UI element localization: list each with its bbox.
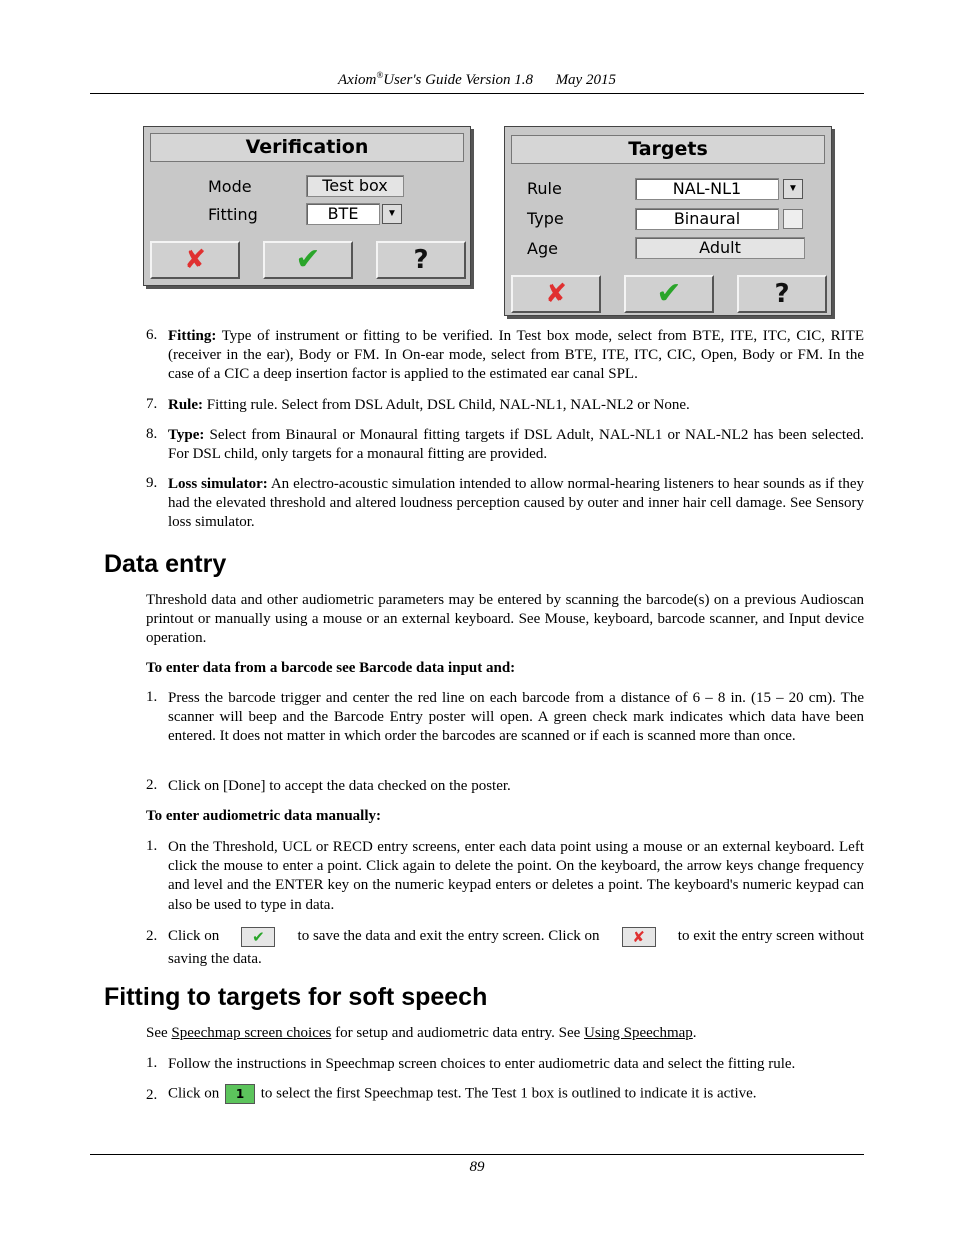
data-entry-heading: Data entry bbox=[104, 550, 227, 578]
list-text: Type of instrument or fitting to be verified. In Test box mode, select from BTE, ITE, ITC, CIC, RITE (receiver in the ear), Body or FM. In On-ear mode, select from BTE, ITE, ITC, CIC, Open, Body or FM. In the case of a CIC a deep insertion factor is applied to the estimated ear canal SPL. bbox=[168, 328, 864, 383]
manual-step2-text: saving the data. bbox=[168, 951, 262, 967]
list-item bbox=[168, 475, 864, 533]
targets-ok-button[interactable] bbox=[624, 275, 714, 313]
list-text: An electro-acoustic simulation intended to allow normal-hearing listeners to hear sounds as if they had the elevated threshold and altered loudness perception caused by outer and inner hair cell damage. See Sensory loss simulator. bbox=[168, 476, 864, 531]
cancel-x-icon: ✘ bbox=[184, 245, 206, 275]
targets-cancel-x-icon: ✘ bbox=[545, 279, 567, 309]
list-text: Select from Binaural or Monaural fitting targets if DSL Adult, NAL-NL1 or NAL-NL2 has been selected. For DSL child, only targets for a monaural fitting are provided. bbox=[168, 427, 864, 463]
manual-step: On the Threshold, UCL or RECD entry screens, enter each data point using a mouse or an external keyboard. Left click the mouse to enter a point. Click again to delete the point. On the keyboard, the arrow keys change frequency and level and the ENTER key on the numeric keypad enters or deletes a point. The keyboard's numeric keypad can also be used to type in data. bbox=[168, 839, 864, 913]
targets-ok-check-icon: ✔ bbox=[656, 276, 682, 311]
list-item bbox=[168, 327, 864, 385]
list-item bbox=[168, 396, 864, 415]
fitting-dropdown-icon[interactable]: ▼ bbox=[382, 204, 402, 224]
type-checkbox[interactable] bbox=[783, 209, 803, 229]
list-number: 2. bbox=[146, 777, 158, 793]
type-field[interactable]: Binaural bbox=[635, 208, 779, 230]
barcode-step: Press the barcode trigger and center the red line on each barcode from a distance of 6 – 8 in. (15 – 20 cm). The scanner will beep and the Barcode Entry poster will open. A green check mark indicates which data have been entered. It does not matter in which order the barcodes are scanned or if each is scanned more than once. bbox=[168, 690, 864, 745]
targets-help-button[interactable] bbox=[737, 275, 827, 313]
intro-text: . bbox=[692, 1025, 697, 1041]
header-date: May 2015 bbox=[555, 72, 616, 88]
list-term: Rule: bbox=[168, 397, 203, 413]
verification-title: Verification bbox=[150, 133, 464, 162]
soft-speech-heading: Fitting to targets for soft speech bbox=[104, 983, 488, 1011]
age-label: Age bbox=[527, 239, 558, 258]
header-reg: ® bbox=[376, 70, 384, 80]
list-term: Fitting: bbox=[168, 328, 217, 344]
type-label: Type bbox=[527, 209, 564, 228]
rule-dropdown-icon[interactable]: ▼ bbox=[783, 179, 803, 199]
list-number: 1. bbox=[146, 838, 158, 854]
ok-button[interactable] bbox=[263, 241, 353, 279]
help-button[interactable] bbox=[376, 241, 466, 279]
list-number: 7. bbox=[146, 396, 158, 412]
ok-check-icon: ✔ bbox=[295, 242, 321, 277]
step2-text: Click on bbox=[168, 1085, 220, 1102]
barcode-step: Click on [Done] to accept the data checked on the poster. bbox=[168, 778, 511, 794]
list-term: Type: bbox=[168, 427, 205, 443]
fitting-label: Fitting bbox=[208, 205, 258, 224]
list-number: 1. bbox=[146, 1055, 158, 1071]
targets-dialog bbox=[504, 126, 832, 316]
test-1-button[interactable] bbox=[225, 1084, 255, 1104]
list-item bbox=[168, 426, 864, 464]
list-text: Fitting rule. Select from DSL Adult, DSL Child, NAL-NL1, NAL-NL2 or None. bbox=[203, 397, 690, 413]
using-speechmap-link[interactable]: Using Speechmap bbox=[584, 1025, 693, 1041]
rule-select[interactable]: NAL-NL1 bbox=[635, 178, 779, 200]
save-check-button[interactable] bbox=[241, 927, 275, 947]
header-product: Axiom bbox=[338, 72, 377, 88]
list-number: 2. bbox=[146, 1087, 158, 1103]
manual-step2-text: to exit the entry screen without bbox=[677, 928, 864, 945]
help-icon: ? bbox=[413, 245, 429, 275]
test-1-label: 1 bbox=[235, 1087, 245, 1101]
barcode-heading: To enter data from a barcode see Barcode data input and: bbox=[146, 660, 516, 676]
page-header bbox=[0, 70, 954, 89]
list-term: Loss simulator: bbox=[168, 476, 268, 492]
manual-heading: To enter audiometric data manually: bbox=[146, 808, 381, 824]
page-number: 89 bbox=[469, 1159, 485, 1175]
targets-title: Targets bbox=[511, 135, 825, 164]
cancel-x-button[interactable] bbox=[622, 927, 656, 947]
verification-dialog bbox=[143, 126, 471, 286]
list-number: 2. bbox=[146, 928, 158, 944]
list-number: 9. bbox=[146, 475, 158, 491]
manual-step2-text: to save the data and exit the entry screen. Click on bbox=[297, 928, 600, 945]
cancel-button[interactable] bbox=[150, 241, 240, 279]
x-icon: ✘ bbox=[632, 928, 645, 946]
check-icon: ✔ bbox=[252, 928, 265, 946]
targets-help-icon: ? bbox=[774, 279, 790, 309]
targets-cancel-button[interactable] bbox=[511, 275, 601, 313]
intro-text: See bbox=[146, 1025, 172, 1041]
soft-speech-step: Follow the instructions in Speechmap screen choices to enter audiometric data and select the fitting rule. bbox=[168, 1056, 796, 1072]
header-rule bbox=[90, 93, 864, 94]
soft-speech-intro bbox=[146, 1024, 864, 1043]
manual-step bbox=[168, 924, 864, 969]
mode-label: Mode bbox=[208, 177, 252, 196]
footer-rule bbox=[90, 1154, 864, 1155]
mode-field[interactable]: Test box bbox=[306, 175, 404, 197]
fitting-select[interactable]: BTE bbox=[306, 203, 380, 225]
rule-label: Rule bbox=[527, 179, 562, 198]
intro-text: for setup and audiometric data entry. See bbox=[331, 1025, 585, 1041]
list-number: 6. bbox=[146, 327, 158, 343]
manual-step2-text: Click on bbox=[168, 928, 220, 945]
data-entry-intro: Threshold data and other audiometric parameters may be entered by scanning the barcode(s) on a previous Audioscan printout or manually using a mouse or an external keyboard. See Mouse, keyboard, barcode scanner, and Input device operation. bbox=[146, 592, 864, 647]
age-field[interactable]: Adult bbox=[635, 237, 805, 259]
step2-text: to select the first Speechmap test. The Test 1 box is outlined to indicate it is active. bbox=[260, 1085, 757, 1102]
header-guide: User's Guide Version 1.8 bbox=[383, 72, 534, 88]
speechmap-screen-choices-link[interactable]: Speechmap screen choices bbox=[171, 1025, 332, 1041]
soft-speech-step bbox=[168, 1084, 864, 1104]
list-number: 1. bbox=[146, 689, 158, 705]
list-number: 8. bbox=[146, 426, 158, 442]
